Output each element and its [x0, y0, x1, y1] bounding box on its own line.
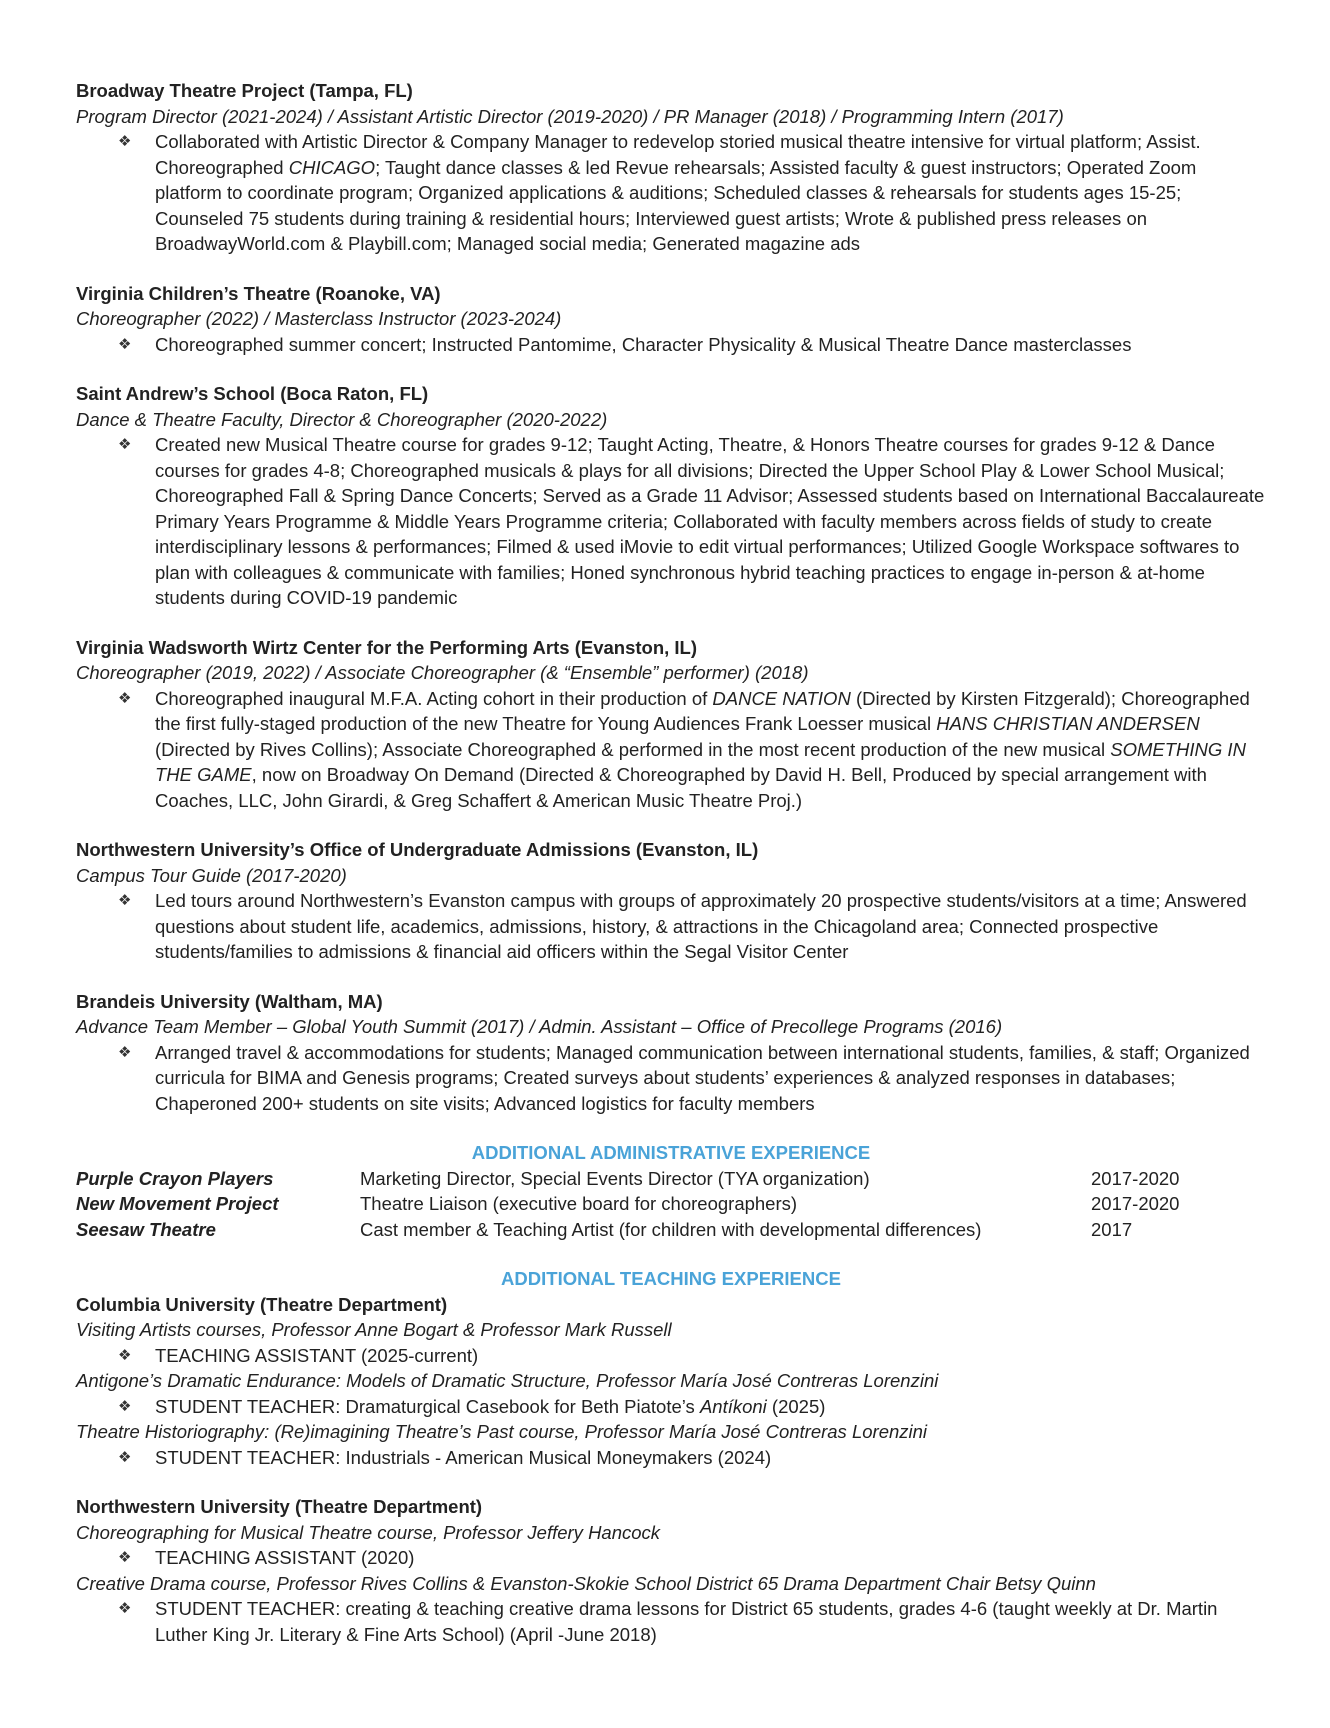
bullet-mark-icon: ❖: [118, 1345, 132, 1364]
italic-title: SOMETHING IN THE GAME: [155, 738, 1246, 785]
bullet-text-part: Created new Musical Theatre course for grades 9-12; Taught Acting, Theatre, & Honors Theatre courses for grades 9-12 & Dance courses for grades 4-8; Choreographed musicals & plays for all divisions; Directed the Upper School Play & Lower School Musical; Choreographed Fall & Spring Dance Concerts; Served as a Grade 11 Advisor; Assessed students based on International Baccalaureate Primary Years Programme & Middle Years Programme criteria; Collaborated with faculty members across fields of study to create interdisciplinary lessons & performances; Filmed & used iMovie to edit virtual performances; Utilized Google Workspace softwares to plan with colleagues & communicate with families; Honed synchronous hybrid teaching practices to engage in-person & at-home students during COVID-19 pandemic: [155, 434, 1265, 608]
bullet-text-part: TEACHING ASSISTANT (2025-current): [155, 1344, 479, 1366]
admin-years: 2017: [1091, 1218, 1133, 1240]
organization-name: Brandeis University (Waltham, MA): [76, 990, 383, 1012]
bullet-item: [76, 1445, 1266, 1471]
bullet-mark-icon: ❖: [118, 1447, 132, 1466]
organization-name: Virginia Wadsworth Wirtz Center for the Performing Arts (Evanston, IL): [76, 636, 698, 658]
role-title: Program Director (2021-2024) / Assistant Artistic Director (2019-2020) / PR Manager (2018) / Programming Intern (2017): [76, 105, 1064, 127]
resume-page: [76, 78, 1266, 1671]
bullet-text: [155, 1042, 1250, 1114]
bullet-text-part: TEACHING ASSISTANT (2020): [155, 1547, 415, 1568]
additional-admin-section: [76, 1140, 1266, 1242]
italic-title: HANS CHRISTIAN ANDERSEN: [936, 713, 1200, 734]
course-title: Choreographing for Musical Theatre course, Professor Jeffery Hancock: [76, 1521, 661, 1543]
bullet-text-part: (2025): [766, 1395, 826, 1417]
bullet-text-part: STUDENT TEACHER: Dramaturgical Casebook for Beth Piatote’s: [155, 1395, 700, 1417]
experience-entry: [76, 381, 1266, 611]
organization-name: Virginia Children’s Theatre (Roanoke, VA): [76, 282, 441, 304]
bullet-text-part: Collaborated with Artistic Director & Company Manager to redevelop storied musical theatre intensive for virtual platform; Assist. Choreographed: [155, 131, 1201, 178]
organization-name: Northwestern University’s Office of Undergraduate Admissions (Evanston, IL): [76, 839, 759, 860]
bullet-mark-icon: ❖: [118, 1042, 132, 1061]
bullet-text-part: ; Taught dance classes & led Revue rehearsals; Assisted faculty & guest instructors; Operated Zoom platform to coordinate program; Organized applications & auditions; Scheduled classes & rehearsals for students ages 15-25; Counseled 75 students during training & residential hours; Interviewed guest artists; Wrote & published press releases on BroadwayWorld.com & Playbill.com; Managed social media; Generated magazine ads: [155, 156, 1197, 254]
admin-org-name: New Movement Project: [76, 1193, 279, 1214]
course-title: Theatre Historiography: (Re)imagining Theatre’s Past course, Professor María José Contreras Lorenzini: [76, 1421, 928, 1442]
bullet-text: [155, 1447, 771, 1468]
bullet-text: [155, 334, 1131, 355]
bullet-text: [155, 688, 1250, 811]
bullet-text-part: , now on Broadway On Demand (Directed & Choreographed by David H. Bell, Produced by special arrangement with Coaches, LLC, John Girardi, & Greg Schaffert & American Music Theatre Proj.): [155, 764, 1207, 811]
section-heading-admin: ADDITIONAL ADMINISTRATIVE EXPERIENCE: [471, 1142, 871, 1163]
bullet-item: [76, 888, 1266, 965]
role-title: Choreographer (2022) / Masterclass Instructor (2023-2024): [76, 308, 562, 329]
bullet-text-part: STUDENT TEACHER: Industrials - American Musical Moneymakers (2024): [155, 1446, 772, 1468]
role-title: Campus Tour Guide (2017-2020): [76, 864, 347, 886]
bullet-text-part: Arranged travel & accommodations for students; Managed communication between international students, families, & staff; Organized curricula for BIMA and Genesis programs; Created surveys about students’ experiences & analyzed responses in databases; Chaperoned 200+ students on site visits; Advanced logistics for faculty members: [155, 1041, 1250, 1114]
teaching-institution: [76, 1494, 1266, 1647]
bullet-text: [155, 131, 1201, 254]
admin-description: Marketing Director, Special Events Director (TYA organization): [360, 1167, 870, 1189]
bullet-item: [76, 1596, 1266, 1647]
admin-years: 2017-2020: [1091, 1193, 1180, 1214]
admin-row: [76, 1217, 1261, 1243]
bullet-text-part: (Directed by Rives Collins); Associate Choreographed & performed in the most recent production of the new musical: [155, 738, 1111, 760]
bullet-mark-icon: ❖: [118, 1548, 132, 1566]
bullet-text-part: (Directed by Kirsten Fitzgerald); Choreographed the first fully-staged production of the new Theatre for Young Audiences Frank Loesser musical: [155, 687, 1250, 734]
bullet-text-part: Choreographed summer concert; Instructed Pantomime, Character Physicality & Musical Theatre Dance masterclasses: [155, 333, 1132, 355]
bullet-text: [155, 890, 1247, 962]
admin-row: [76, 1166, 1261, 1192]
bullet-item: [76, 129, 1266, 257]
bullet-mark-icon: ❖: [118, 132, 132, 150]
bullet-mark-icon: ❖: [118, 891, 132, 909]
bullet-text: [155, 1547, 414, 1568]
admin-org-name: Seesaw Theatre: [76, 1218, 216, 1240]
bullet-text-part: STUDENT TEACHER: creating & teaching creative drama lessons for District 65 students, grades 4-6 (taught weekly at Dr. Martin Luther King Jr. Literary & Fine Arts School) (April -June 2018): [155, 1598, 1218, 1645]
course-title: Creative Drama course, Professor Rives Collins & Evanston-Skokie School District 65 Drama Department Chair Betsy Quinn: [76, 1572, 1096, 1594]
experience-entry: [76, 837, 1266, 965]
institution-name: Northwestern University (Theatre Department): [76, 1496, 483, 1517]
admin-description: Theatre Liaison (executive board for choreographers): [360, 1193, 798, 1214]
bullet-text: [155, 1598, 1217, 1645]
bullet-text: [155, 1396, 825, 1417]
experience-list: [76, 78, 1266, 1116]
bullet-item: [76, 686, 1266, 814]
section-heading-teaching: ADDITIONAL TEACHING EXPERIENCE: [501, 1268, 841, 1289]
role-title: Dance & Theatre Faculty, Director & Choreographer (2020-2022): [76, 408, 608, 430]
admin-description: Cast member & Teaching Artist (for children with developmental differences): [360, 1218, 982, 1240]
bullet-mark-icon: ❖: [118, 1396, 132, 1415]
italic-title: CHICAGO: [288, 156, 376, 178]
organization-name: Saint Andrew’s School (Boca Raton, FL): [76, 383, 429, 404]
italic-title: DANCE NATION: [712, 687, 851, 709]
experience-entry: [76, 281, 1266, 358]
admin-org-name: Purple Crayon Players: [76, 1167, 274, 1189]
bullet-item: [76, 1394, 1266, 1420]
experience-entry: [76, 78, 1266, 257]
italic-title: Antíkoni: [699, 1395, 767, 1417]
teaching-institution: [76, 1292, 1266, 1471]
additional-teaching-section: [76, 1266, 1266, 1647]
course-title: Visiting Artists courses, Professor Anne Bogart & Professor Mark Russell: [76, 1319, 672, 1340]
bullet-mark-icon: ❖: [118, 1599, 132, 1617]
bullet-text: [155, 434, 1264, 608]
role-title: Choreographer (2019, 2022) / Associate Choreographer (& “Ensemble” performer) (2018): [76, 662, 809, 683]
bullet-item: [76, 432, 1266, 611]
organization-name: Broadway Theatre Project (Tampa, FL): [76, 80, 413, 101]
admin-row: [76, 1191, 1261, 1217]
bullet-mark-icon: ❖: [118, 688, 132, 707]
bullet-mark-icon: ❖: [118, 435, 132, 453]
role-title: Advance Team Member – Global Youth Summit (2017) / Admin. Assistant – Office of Precollege Programs (2016): [76, 1016, 1003, 1037]
admin-years: 2017-2020: [1091, 1167, 1180, 1189]
bullet-item: [76, 332, 1266, 358]
bullet-mark-icon: ❖: [118, 334, 132, 353]
course-title: Antigone’s Dramatic Endurance: Models of Dramatic Structure, Professor María José Contreras Lorenzini: [76, 1370, 939, 1391]
teaching-list: [76, 1292, 1266, 1648]
experience-entry: [76, 635, 1266, 814]
bullet-text-part: Led tours around Northwestern’s Evanston campus with groups of approximately 20 prospective students/visitors at a time; Answered questions about student life, academics, admissions, history, & attractions in the Chicagoland area; Connected prospective students/families to admissions & financial aid officers within the Segal Visitor Center: [155, 890, 1247, 962]
bullet-item: [76, 1545, 1266, 1571]
bullet-item: [76, 1040, 1266, 1117]
bullet-text: [155, 1345, 478, 1366]
admin-table: [76, 1166, 1261, 1243]
experience-entry: [76, 989, 1266, 1117]
bullet-text-part: Choreographed inaugural M.F.A. Acting cohort in their production of: [155, 687, 713, 709]
institution-name: Columbia University (Theatre Department): [76, 1293, 448, 1315]
bullet-item: [76, 1343, 1266, 1369]
